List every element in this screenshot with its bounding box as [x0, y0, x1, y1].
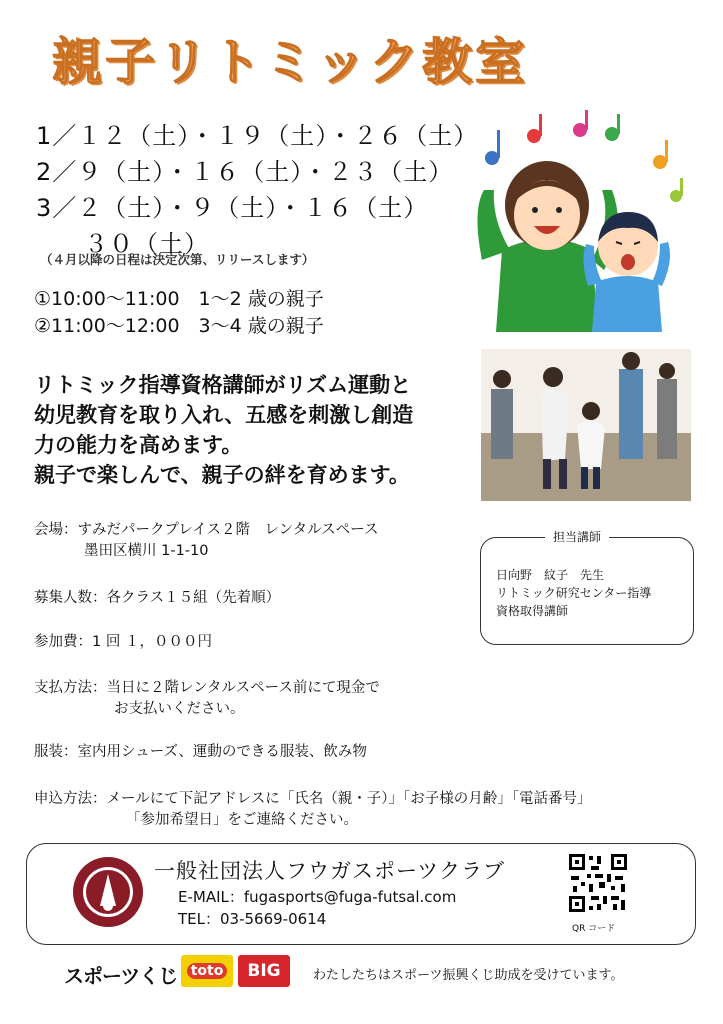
- qr-code-icon[interactable]: [567, 852, 629, 914]
- dates-january: 1／１２（土）・１９（土）・２６（土）: [36, 122, 479, 150]
- class-photo: [481, 349, 691, 501]
- teacher-credential-2: 資格取得講師: [496, 604, 569, 618]
- club-email[interactable]: E-MAIL：fugasports@fuga-futsal.com: [178, 888, 457, 906]
- dates-march-cont: ３０（土）: [84, 230, 209, 258]
- toto-logo: [181, 955, 233, 987]
- description-line-1: リトミック指導資格講師がリズム運動と: [34, 373, 412, 397]
- session-times: [34, 286, 324, 340]
- payment-line-2: お支払いください。: [114, 701, 245, 717]
- session-1: ①10:00～11:00 1～2 歳の親子: [34, 288, 324, 310]
- session-2: ②11:00～12:00 3～4 歳の親子: [34, 315, 324, 337]
- venue-info: [34, 520, 378, 562]
- club-logo-icon: [72, 856, 144, 928]
- qr-caption: QR コード: [572, 924, 616, 934]
- club-phone: TEL：03-5669-0614: [178, 910, 327, 928]
- child-figure: [583, 212, 670, 332]
- venue-address: 墨田区横川 1-1-10: [84, 543, 209, 559]
- teacher-label: 担当講師: [545, 528, 609, 545]
- capacity-info: 募集人数：各クラス１５組（先着順）: [34, 590, 281, 606]
- club-name: 一般社団法人フウガスポーツクラブ: [154, 859, 505, 883]
- schedule-dates: [36, 118, 478, 262]
- teacher-name: 日向野 紋子 先生: [496, 568, 605, 582]
- page-title: 親子リトミック教室: [52, 33, 528, 91]
- payment-info: [34, 678, 380, 720]
- class-description: [34, 370, 413, 490]
- description-line-3: 力の能力を高めます。: [34, 433, 243, 457]
- sports-kuji-logo: スポーツくじ: [64, 964, 178, 988]
- fee-info: 参加費：1 回 １，０００円: [34, 634, 212, 650]
- schedule-note: （４月以降の日程は決定次第、リリースします）: [40, 252, 315, 267]
- teacher-details: [496, 566, 651, 620]
- footer-subsidy-text: わたしたちはスポーツ振興くじ助成を受けています。: [313, 968, 624, 983]
- dates-february: 2／９（土）・１６（土）・２３（土）: [36, 158, 454, 186]
- venue-line-1: 会場：すみだパークプレイス２階 レンタルスペース: [34, 522, 379, 538]
- clothing-info: 服装：室内用シューズ、運動のできる服装、飲み物: [34, 744, 367, 760]
- apply-info: [34, 789, 592, 831]
- toto-logo-text: toto: [187, 963, 228, 979]
- dates-march: 3／２（土）・９（土）・１６（土）: [36, 194, 429, 222]
- apply-line-1: 申込方法：メールにて下記アドレスに「氏名（親・子）」「お子様の月齢」「電話番号」: [34, 791, 592, 807]
- description-line-2: 幼児教育を取り入れ、五感を刺激し創造: [34, 403, 414, 427]
- mother-child-music-illustration: [462, 110, 694, 332]
- apply-line-2: 「参加希望日」をご連絡ください。: [126, 812, 358, 828]
- teacher-credential-1: リトミック研究センター指導: [496, 586, 652, 600]
- big-logo: BIG: [238, 955, 290, 987]
- description-line-4: 親子で楽しんで、親子の絆を育めます。: [34, 463, 410, 487]
- payment-line-1: 支払方法：当日に２階レンタルスペース前にて現金で: [34, 680, 380, 696]
